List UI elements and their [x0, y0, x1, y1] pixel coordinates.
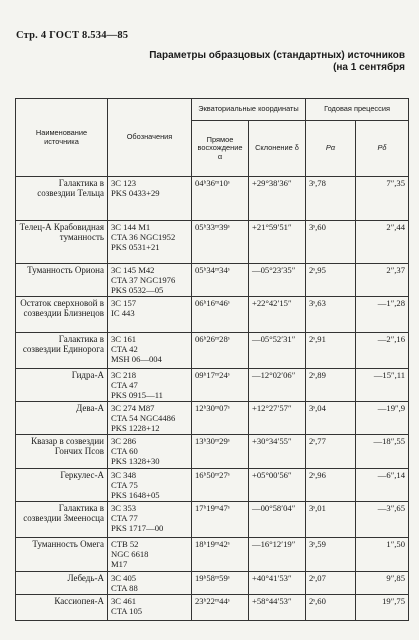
cell-name: Туманность Омега: [16, 538, 108, 572]
cell-name: Лебедь-А: [16, 572, 108, 595]
cell-desig: 3C 348 CTA 75 PKS 1648+05: [108, 469, 192, 502]
table-row: [16, 402, 409, 435]
cell-desig: 3C 161 CTA 42 MSH 06—004: [108, 333, 192, 369]
table-row: [16, 333, 409, 369]
cell-desig: 3C 274 M87 CTA 54 NGC4486 PKS 1228+12: [108, 402, 192, 435]
cell-ra: 05ʰ34ᵐ34ˢ: [192, 264, 249, 297]
cell-pd: —1″,28: [356, 297, 409, 333]
cell-dec: +22°42′15″: [249, 297, 306, 333]
cell-ra: 19ʰ58ᵐ59ˢ: [192, 572, 249, 595]
table-row: [16, 369, 409, 402]
cell-name: Гидра-А: [16, 369, 108, 402]
cell-pd: 1″,50: [356, 538, 409, 572]
cell-ra: 16ʰ50ᵐ27ˢ: [192, 469, 249, 502]
cell-ra: 12ʰ30ᵐ07ˢ: [192, 402, 249, 435]
page-header: Стр. 4 ГОСТ 8.534—85: [16, 30, 129, 41]
table-row: [16, 177, 409, 221]
cell-pd: 9″,85: [356, 572, 409, 595]
cell-desig: 3C 145 M42 CTA 37 NGC1976 PKS 0532—05: [108, 264, 192, 297]
cell-ra: 13ʰ30ᵐ29ˢ: [192, 435, 249, 469]
table-title: [145, 50, 405, 74]
cell-pa: 3ˢ,04: [306, 402, 356, 435]
cell-dec: —16°12′19″: [249, 538, 306, 572]
header-p-delta: Pδ: [356, 121, 409, 177]
cell-desig: 3C 157 IC 443: [108, 297, 192, 333]
cell-pa: 2ˢ,07: [306, 572, 356, 595]
table-row: [16, 538, 409, 572]
cell-dec: +30°34′55″: [249, 435, 306, 469]
header-name: Наименование источника: [16, 99, 108, 177]
header-ra: Прямое восхождение α: [192, 121, 249, 177]
cell-pd: —15″,11: [356, 369, 409, 402]
cell-name: Геркулес-А: [16, 469, 108, 502]
cell-dec: +29°38′36″: [249, 177, 306, 221]
cell-ra: 09ʰ17ᵐ24ˢ: [192, 369, 249, 402]
cell-dec: —12°02′06″: [249, 369, 306, 402]
table-row: [16, 502, 409, 538]
cell-name: Квазар в созвездии Гончих Псов: [16, 435, 108, 469]
table-title-line2: (на 1 сентября: [333, 62, 405, 73]
table-title-line1: Параметры образцовых (стандартных) источников: [149, 50, 405, 61]
cell-pd: —6″,14: [356, 469, 409, 502]
cell-ra: 06ʰ26ᵐ28ˢ: [192, 333, 249, 369]
cell-desig: 3C 353 CTA 77 PKS 1717—00: [108, 502, 192, 538]
cell-ra: 05ʰ33ᵐ39ˢ: [192, 221, 249, 264]
cell-pa: 3ˢ,60: [306, 221, 356, 264]
cell-pd: 2″,37: [356, 264, 409, 297]
cell-pa: 2ˢ,95: [306, 264, 356, 297]
table-row: [16, 595, 409, 621]
table-row: [16, 435, 409, 469]
cell-name: Телец-А Крабовидная туманность: [16, 221, 108, 264]
table-row: [16, 572, 409, 595]
cell-dec: —00°58′04″: [249, 502, 306, 538]
cell-pd: 7″,35: [356, 177, 409, 221]
cell-name: Дева-А: [16, 402, 108, 435]
cell-name: Кассиопея-А: [16, 595, 108, 621]
cell-pa: 3ˢ,63: [306, 297, 356, 333]
cell-pa: 2ˢ,77: [306, 435, 356, 469]
cell-ra: 17ʰ19ᵐ47ˢ: [192, 502, 249, 538]
table-body: [16, 177, 409, 621]
cell-name: Галактика в созвездии Тельца: [16, 177, 108, 221]
cell-pa: 2ˢ,91: [306, 333, 356, 369]
cell-pa: 3ˢ,59: [306, 538, 356, 572]
cell-pa: 2ˢ,89: [306, 369, 356, 402]
cell-desig: 3C 286 CTA 60 PKS 1328+30: [108, 435, 192, 469]
cell-dec: +05°00′56″: [249, 469, 306, 502]
cell-dec: —05°52′31″: [249, 333, 306, 369]
cell-name: Галактика в созвездии Змееносца: [16, 502, 108, 538]
header-p-alpha: Pα: [306, 121, 356, 177]
cell-pd: —2″,16: [356, 333, 409, 369]
cell-dec: +12°27′57″: [249, 402, 306, 435]
cell-desig: 3C 405 CTA 88: [108, 572, 192, 595]
cell-desig: 3C 218 CTA 47 PKS 0915—11: [108, 369, 192, 402]
cell-pd: 2″,44: [356, 221, 409, 264]
cell-ra: 06ʰ16ᵐ46ˢ: [192, 297, 249, 333]
cell-desig: CTB 52 NGC 6618 M17: [108, 538, 192, 572]
sources-table: [15, 98, 409, 621]
cell-pd: —18″,55: [356, 435, 409, 469]
header-equatorial: Экваториальные координаты: [192, 99, 306, 121]
table-row: [16, 469, 409, 502]
cell-name: Галактика в созвездии Единорога: [16, 333, 108, 369]
table-row: [16, 221, 409, 264]
cell-ra: 04ʰ36ᵐ10ˢ: [192, 177, 249, 221]
cell-desig: 3C 144 M1 CTA 36 NGC1952 PKS 0531+21: [108, 221, 192, 264]
header-precession: Годовая прецессия: [306, 99, 409, 121]
cell-ra: 23ʰ22ᵐ44ˢ: [192, 595, 249, 621]
cell-name: Туманность Ориона: [16, 264, 108, 297]
cell-pd: —3″,65: [356, 502, 409, 538]
cell-pa: 3ˢ,78: [306, 177, 356, 221]
cell-dec: +58°44′53″: [249, 595, 306, 621]
header-designation: Обозначения: [108, 99, 192, 177]
cell-desig: 3C 123 PKS 0433+29: [108, 177, 192, 221]
cell-pd: 19″,75: [356, 595, 409, 621]
cell-dec: +40°41′53″: [249, 572, 306, 595]
header-dec: Склонение δ: [249, 121, 306, 177]
cell-pa: 2ˢ,96: [306, 469, 356, 502]
cell-dec: —05°23′35″: [249, 264, 306, 297]
table-row: [16, 297, 409, 333]
cell-name: Остаток сверхновой в созвездии Близнецов: [16, 297, 108, 333]
cell-pd: —19″,9: [356, 402, 409, 435]
cell-dec: +21°59′51″: [249, 221, 306, 264]
cell-pa: 3ˢ,01: [306, 502, 356, 538]
cell-desig: 3C 461 CTA 105: [108, 595, 192, 621]
cell-ra: 18ʰ19ᵐ42ˢ: [192, 538, 249, 572]
cell-pa: 2ˢ,60: [306, 595, 356, 621]
table-row: [16, 264, 409, 297]
